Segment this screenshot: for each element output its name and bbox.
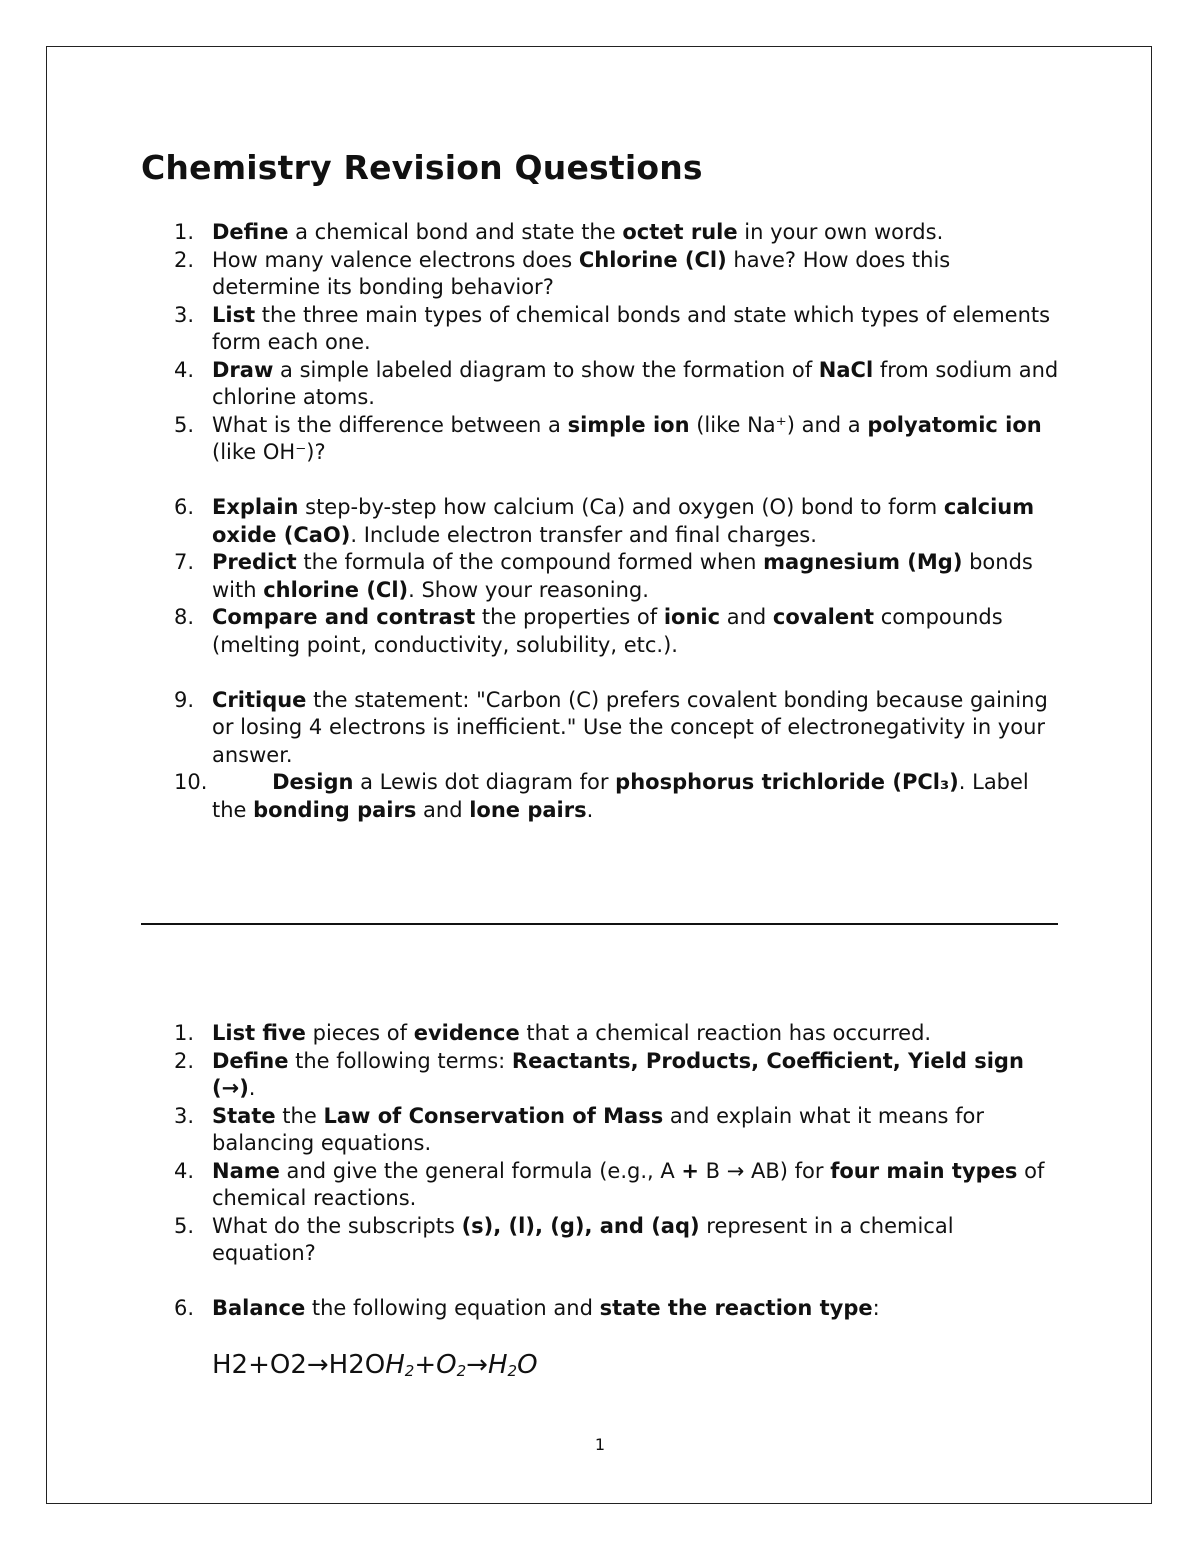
question-text: B → AB) for <box>699 1158 831 1183</box>
question-text: a Lewis dot diagram for <box>353 770 616 794</box>
question-number: 6. <box>174 1296 195 1320</box>
question-item <box>141 494 1062 549</box>
question-text: What do the subscripts <box>212 1213 462 1238</box>
question-item <box>141 549 1062 604</box>
question-text: from sodium and chlorine atoms. <box>212 357 1059 409</box>
bold-text: ionic <box>663 605 721 629</box>
bold-text: NaCl <box>818 357 874 382</box>
question-item <box>141 1158 1062 1213</box>
document-title: Chemistry Revision Questions <box>141 148 703 187</box>
question-text: What is the difference between a <box>212 412 568 437</box>
question-text: : <box>872 1296 880 1320</box>
question-number: 4. <box>174 1158 195 1183</box>
question-item <box>141 1020 1062 1048</box>
question-text: have? How does this determine its bonding behavior? <box>212 247 951 299</box>
bold-text: calcium oxide (CaO) <box>212 495 1035 547</box>
question-number: 5. <box>174 1213 195 1238</box>
question-text: step-by-step how calcium (Ca) and oxygen (O) bond to form <box>298 495 944 519</box>
bold-text: Design <box>272 770 354 794</box>
bold-text: Define <box>212 220 289 244</box>
bold-text: List five <box>212 1021 306 1045</box>
bold-text: List <box>212 302 256 327</box>
question-number: 5. <box>174 412 195 437</box>
bold-text: Critique <box>212 687 307 712</box>
question-number: 7. <box>174 550 195 574</box>
bold-text: state the reaction type <box>599 1296 873 1320</box>
equation-subscript: 2 <box>404 1362 415 1380</box>
bold-text: octet rule <box>622 220 738 244</box>
bold-text: Define <box>212 1048 289 1073</box>
question-number: 4. <box>174 357 195 382</box>
question-item <box>141 412 1062 467</box>
question-item <box>141 219 1062 247</box>
bold-text: bonding pairs <box>253 797 417 822</box>
question-item <box>141 1103 1062 1158</box>
question-item <box>141 604 1062 659</box>
bold-text: (s), (l), (g), and (aq) <box>461 1213 700 1238</box>
equation-plain: H2+O2→H2O <box>212 1350 386 1380</box>
question-item <box>141 687 1062 770</box>
question-item <box>141 247 1062 302</box>
bold-text: four main types <box>830 1158 1018 1183</box>
question-text: in your own words. <box>737 220 944 244</box>
bold-text: Chlorine (Cl) <box>578 247 727 272</box>
bold-text: + <box>681 1158 699 1183</box>
bold-text: Balance <box>212 1296 306 1320</box>
bold-text: evidence <box>413 1021 520 1045</box>
equation-symbol: H <box>487 1350 508 1380</box>
question-text: . Show your reasoning. <box>408 577 649 602</box>
question-text: of chemical reactions. <box>212 1158 1045 1210</box>
bold-text: simple ion <box>567 412 690 437</box>
question-number: 2. <box>174 1048 195 1073</box>
question-number: 2. <box>174 247 195 272</box>
question-text: the formula of the compound formed when <box>296 550 764 574</box>
question-text: the statement: "Carbon (C) prefers covalent bonding because gaining or losing 4 electrons is inefficient." Use the concept of electronegativity in your answer. <box>212 687 1048 767</box>
question-item <box>141 1213 1062 1268</box>
question-text: and <box>720 605 773 629</box>
bold-text: chlorine (Cl) <box>263 577 409 602</box>
question-text <box>212 770 272 794</box>
bold-text: Compare and contrast <box>212 605 476 629</box>
question-text: compounds (melting point, conductivity, solubility, etc.). <box>212 605 1003 657</box>
bold-text: Name <box>212 1158 280 1183</box>
question-text: the <box>275 1103 324 1128</box>
question-text: a chemical bond and state the <box>288 220 623 244</box>
bold-text: magnesium (Mg) <box>763 550 963 574</box>
equation-symbol: O <box>517 1350 538 1380</box>
question-text: . Include electron transfer and final charges. <box>350 522 817 547</box>
equation-symbol: H <box>385 1350 405 1380</box>
section-divider <box>141 923 1058 925</box>
question-number: 10. <box>174 770 208 794</box>
question-item <box>141 1295 1062 1323</box>
question-text: that a chemical reaction has occurred. <box>519 1021 932 1045</box>
question-text: . <box>586 797 594 822</box>
question-text: . Label the <box>212 770 1029 822</box>
question-text: the three main types of chemical bonds and state which types of elements form each one. <box>212 302 1051 354</box>
question-text: a simple labeled diagram to show the formation of <box>273 357 819 382</box>
question-number: 3. <box>174 302 195 327</box>
bold-text: Explain <box>212 495 299 519</box>
question-list-bonding <box>141 219 1062 824</box>
bold-text: Law of Conservation of Mass <box>323 1103 664 1128</box>
question-text: the following terms: <box>288 1048 512 1073</box>
question-text: . <box>248 1076 256 1100</box>
question-item <box>141 302 1062 357</box>
question-item <box>141 1048 1062 1103</box>
equation-italic <box>385 1350 537 1380</box>
bold-text: polyatomic ion <box>867 412 1042 437</box>
bold-text: Predict <box>212 550 297 574</box>
equation-subscript: 2 <box>456 1362 467 1380</box>
equation-symbol: + <box>414 1350 437 1380</box>
bold-text: State <box>212 1103 276 1128</box>
question-number: 1. <box>174 220 195 244</box>
question-text: (like Na⁺) and a <box>689 412 868 437</box>
question-text: How many valence electrons does <box>212 247 579 272</box>
question-number: 6. <box>174 495 195 519</box>
question-text: the properties of <box>475 605 664 629</box>
question-text: and give the general formula (e.g., A <box>279 1158 682 1183</box>
question-number: 8. <box>174 605 195 629</box>
equation-symbol: O <box>436 1350 457 1380</box>
question-text: pieces of <box>305 1021 414 1045</box>
question-number: 9. <box>174 687 195 712</box>
bold-text: phosphorus trichloride (PCl₃) <box>615 770 959 794</box>
chemical-equation <box>212 1350 538 1380</box>
question-item <box>141 357 1062 412</box>
question-text: (like OH⁻)? <box>212 440 326 464</box>
question-text: bonds with <box>212 550 1033 602</box>
question-number: 1. <box>174 1021 195 1045</box>
question-list-reactions <box>141 1020 1062 1323</box>
page-number: 1 <box>594 1435 606 1454</box>
bold-text: Draw <box>212 357 274 382</box>
question-item <box>141 769 1062 824</box>
equation-symbol: → <box>466 1350 488 1380</box>
question-text: and <box>416 797 470 822</box>
question-number: 3. <box>174 1103 195 1128</box>
bold-text: Reactants, Products, Coefficient, Yield sign (→) <box>212 1048 1024 1100</box>
question-text: represent in a chemical equation? <box>212 1213 954 1265</box>
bold-text: covalent <box>772 605 875 629</box>
equation-subscript: 2 <box>507 1362 518 1380</box>
question-text: the following equation and <box>305 1296 600 1320</box>
question-text: and explain what it means for balancing equations. <box>212 1103 984 1155</box>
bold-text: lone pairs <box>469 797 587 822</box>
